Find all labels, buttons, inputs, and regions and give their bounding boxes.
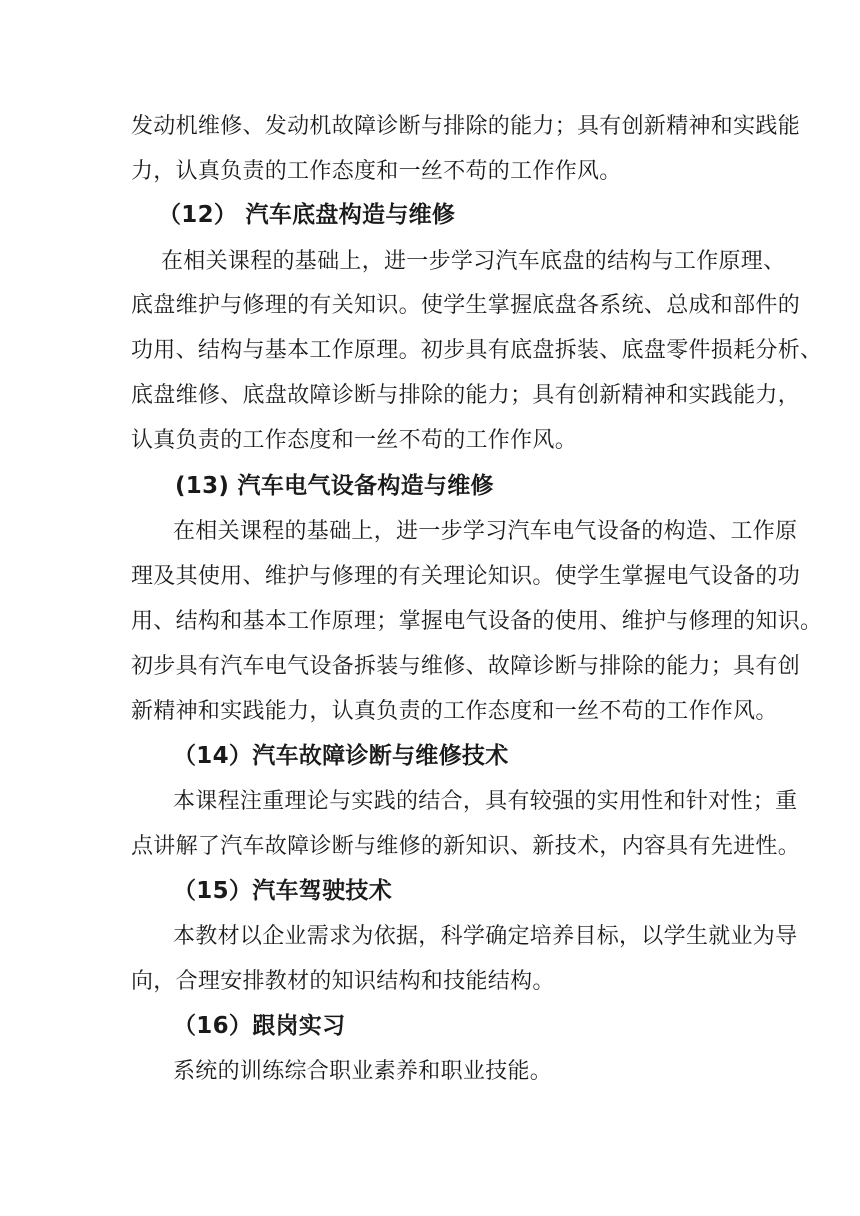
section-12-line-2: 底盘维护与修理的有关知识。使学生掌握底盘各系统、总成和部件的 <box>131 293 801 318</box>
section-15-line-1: 本教材以企业需求为依据，科学确定培养目标，以学生就业为导 <box>173 924 798 949</box>
section-13-line-3: 用、结构和基本工作原理；掌握电气设备的使用、维护与修理的知识。 <box>131 609 823 634</box>
section-13-line-4: 初步具有汽车电气设备拆装与维修、故障诊断与排除的能力；具有创 <box>131 654 801 679</box>
section-16-line-1: 系统的训练综合职业素养和职业技能。 <box>173 1059 553 1084</box>
section-12-line-3: 功用、结构与基本工作原理。初步具有底盘拆装、底盘零件损耗分析、 <box>131 338 823 363</box>
section-13-heading: (13) 汽车电气设备构造与维修 <box>175 473 494 499</box>
section-13-line-1: 在相关课程的基础上，进一步学习汽车电气设备的构造、工作原 <box>173 519 798 544</box>
section-15-heading: （15）汽车驾驶技术 <box>173 878 393 904</box>
intro-line-1: 发动机维修、发动机故障诊断与排除的能力；具有创新精神和实践能 <box>131 114 801 139</box>
section-13-line-2: 理及其使用、维护与修理的有关理论知识。使学生掌握电气设备的功 <box>131 564 801 589</box>
section-12-line-5: 认真负责的工作态度和一丝不苟的工作作风。 <box>131 428 578 453</box>
section-16-heading: （16）跟岗实习 <box>173 1013 346 1039</box>
section-14-heading: （14）汽车故障诊断与维修技术 <box>173 743 509 769</box>
section-14-line-1: 本课程注重理论与实践的结合，具有较强的实用性和针对性；重 <box>173 789 798 814</box>
section-15-line-2: 向，合理安排教材的知识结构和技能结构。 <box>131 969 555 994</box>
section-12-line-1: 在相关课程的基础上，进一步学习汽车底盘的结构与工作原理、 <box>161 249 786 274</box>
intro-line-2: 力，认真负责的工作态度和一丝不苟的工作作风。 <box>131 159 622 184</box>
section-13-line-5: 新精神和实践能力，认真负责的工作态度和一丝不苟的工作作风。 <box>131 699 778 724</box>
section-12-line-4: 底盘维修、底盘故障诊断与排除的能力；具有创新精神和实践能力， <box>131 383 801 408</box>
section-12-heading: （12） 汽车底盘构造与维修 <box>158 202 456 228</box>
section-14-line-2: 点讲解了汽车故障诊断与维修的新知识、新技术，内容具有先进性。 <box>131 834 801 859</box>
